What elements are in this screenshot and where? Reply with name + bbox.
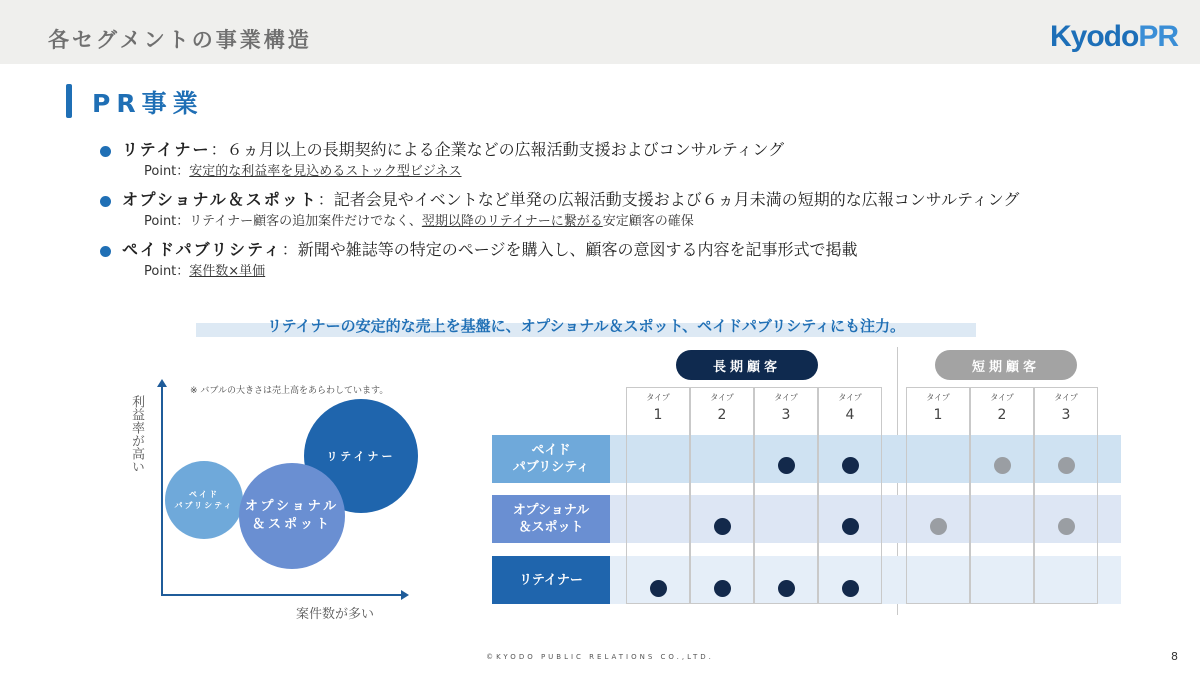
row-label-line1: リテイナー — [519, 572, 583, 588]
type-word: タイプ — [1054, 393, 1078, 402]
bullet-term: ペイドパブリシティ — [122, 240, 282, 259]
long-type-header — [754, 392, 818, 424]
bullet-desc: ６ヵ月以上の長期契約による企業などの広報活動支援およびコンサルティング — [226, 140, 785, 159]
type-number: 1 — [653, 407, 663, 423]
bullet-sep: ： — [281, 240, 298, 259]
bullet-dot-icon — [100, 146, 111, 157]
bullet-line — [122, 138, 1180, 162]
bullet-term: オプショナル＆スポット — [122, 190, 318, 209]
type-number: 4 — [845, 407, 855, 423]
long-term-marker-dot — [842, 518, 859, 535]
page-title: 各セグメントの事業構造 — [48, 28, 312, 52]
short-term-marker-dot — [930, 518, 947, 535]
bubble-label-line2: ＆スポット — [251, 517, 332, 532]
row-label — [492, 495, 610, 543]
bubble-label-line1: オプショナル — [244, 499, 340, 514]
point-line — [122, 162, 1180, 182]
type-word: タイプ — [646, 393, 670, 402]
long-type-header — [690, 392, 754, 424]
point-pre: リテイナー顧客の追加案件だけでなく、 — [189, 214, 422, 229]
point-post: 安定顧客の確保 — [602, 214, 694, 229]
point-underline: 案件数×単価 — [189, 264, 266, 279]
row-label-line1: オプショナル — [512, 503, 590, 518]
long-type-header — [626, 392, 690, 424]
x-axis-line — [161, 594, 403, 596]
bubble-paid-publicity — [165, 461, 243, 539]
long-term-marker-dot — [778, 457, 795, 474]
header-bar — [0, 0, 1200, 64]
short-type-header — [1034, 392, 1098, 424]
y-axis-label: 利益率が高い — [129, 395, 144, 473]
bullet-term: リテイナー — [122, 140, 211, 159]
point-line — [122, 262, 1180, 282]
short-type-header — [970, 392, 1034, 424]
bullet-dot-icon — [100, 196, 111, 207]
bullet-item-paid — [100, 238, 1180, 282]
type-number: 2 — [717, 407, 727, 423]
long-term-clients-pill: 長期顧客 — [676, 350, 818, 380]
bubble-label-line1: ペイド — [188, 490, 219, 499]
y-axis-arrow-icon — [157, 379, 167, 387]
y-axis-line — [161, 385, 163, 595]
point-underline: 安定的な利益率を見込めるストック型ビジネス — [189, 164, 462, 179]
page-number: 8 — [1171, 650, 1178, 663]
long-term-marker-dot — [778, 580, 795, 597]
long-term-marker-dot — [714, 580, 731, 597]
long-term-marker-dot — [842, 580, 859, 597]
x-axis-arrow-icon — [401, 590, 409, 600]
type-number: 1 — [933, 407, 943, 423]
point-line — [122, 212, 1180, 232]
emphasis-message: リテイナーの安定的な売上を基盤に、オプショナル＆スポット、ペイドパブリシティにも注力。 — [266, 317, 906, 335]
bullet-desc: 記者会見やイベントなど単発の広報活動支援および６ヵ月未満の短期的な広報コンサルティング — [333, 190, 1020, 209]
row-label-line2: パブリシティ — [512, 460, 590, 475]
point-label: Point： — [144, 264, 190, 279]
short-term-clients-pill: 短期顧客 — [935, 350, 1077, 380]
kyodo-pr-logo — [1050, 20, 1178, 54]
type-word: タイプ — [926, 393, 950, 402]
bullet-dot-icon — [100, 246, 111, 257]
type-word: タイプ — [990, 393, 1014, 402]
point-label: Point： — [144, 214, 190, 229]
type-word: タイプ — [774, 393, 798, 402]
copyright-footer: ©KYODO PUBLIC RELATIONS CO.,LTD. — [486, 653, 714, 661]
type-number: 2 — [997, 407, 1007, 423]
short-term-marker-dot — [994, 457, 1011, 474]
section-title: PR事業 — [92, 89, 204, 118]
short-term-marker-dot — [1058, 457, 1075, 474]
long-term-marker-dot — [650, 580, 667, 597]
row-label-line2: ＆スポット — [518, 520, 584, 535]
type-word: タイプ — [838, 393, 862, 402]
long-term-marker-dot — [842, 457, 859, 474]
bubble-optional-spot — [239, 463, 345, 569]
logo-text-main: Kyodo — [1049, 20, 1139, 53]
long-term-marker-dot — [714, 518, 731, 535]
bullet-line — [122, 238, 1180, 262]
logo-text-accent: PR — [1138, 20, 1178, 53]
x-axis-label: 案件数が多い — [296, 607, 375, 622]
type-number: 3 — [1061, 407, 1071, 423]
bullet-sep: ： — [210, 140, 227, 159]
bubble-note: ※ バブルの大きさは売上高をあらわしています。 — [190, 386, 389, 396]
bullet-desc: 新聞や雑誌等の特定のページを購入し、顧客の意図する内容を記事形式で掲載 — [297, 240, 858, 259]
long-type-header — [818, 392, 882, 424]
bubble-label: リテイナー — [326, 450, 396, 463]
row-label-line1: ペイド — [531, 443, 571, 458]
bubble-label-line2: パブリシティ — [174, 501, 234, 510]
type-number: 3 — [781, 407, 791, 423]
row-label — [492, 435, 610, 483]
bullet-item-retainer — [100, 138, 1180, 182]
point-underline: 翌期以降のリテイナーに繋がる — [421, 214, 603, 229]
bullet-item-optional — [100, 188, 1180, 232]
bullet-list — [100, 138, 1180, 288]
short-type-header — [906, 392, 970, 424]
bullet-sep: ： — [317, 190, 334, 209]
row-label — [492, 556, 610, 604]
bullet-line — [122, 188, 1180, 212]
point-label: Point： — [144, 164, 190, 179]
type-word: タイプ — [710, 393, 734, 402]
short-term-marker-dot — [1058, 518, 1075, 535]
section-accent-bar — [66, 84, 72, 118]
